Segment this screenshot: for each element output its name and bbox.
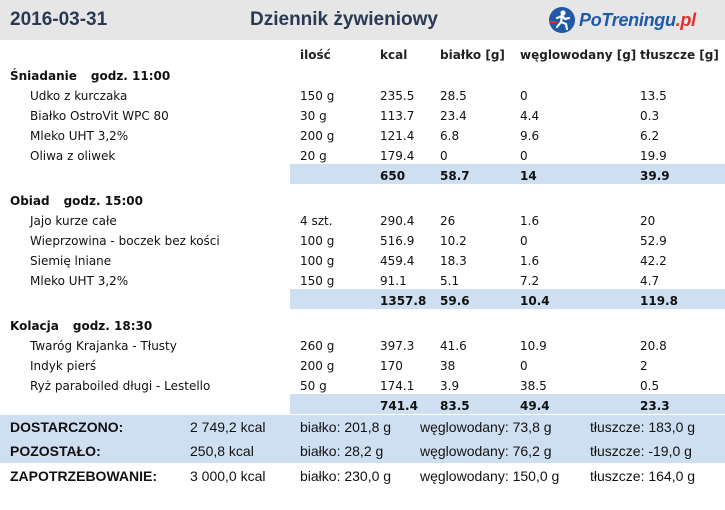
totals-row (0, 415, 725, 439)
col-kcal-value: 397.3 (380, 339, 415, 353)
col-protein-sum: 59.6 (440, 294, 470, 308)
col-fat-value: 20 (640, 214, 656, 228)
meal-name-label: Kolacja (10, 319, 59, 333)
header-bar (0, 0, 725, 40)
col-kcal-value: 290.4 (380, 214, 415, 228)
food-name: Siemię lniane (30, 254, 112, 268)
col-protein-value: 3.9 (440, 379, 460, 393)
col-quantity-value: 260 g (300, 339, 335, 353)
total-kcal-value: 3 000,0 kcal (190, 468, 266, 484)
col-protein-value: 38 (440, 359, 456, 373)
col-carbs-value: 1.6 (520, 254, 540, 268)
col-quantity-value: 150 g (300, 89, 335, 103)
col-quantity-value: 100 g (300, 234, 335, 248)
col-quantity-value: 200 g (300, 359, 335, 373)
col-carbs-value: 7.2 (520, 274, 540, 288)
meal-time-label: godz. 15:00 (63, 194, 143, 208)
col-protein-value: 28.5 (440, 89, 467, 103)
col-carbs-sum: 10.4 (520, 294, 550, 308)
col-protein-value: 10.2 (440, 234, 467, 248)
col-kcal-sum: 650 (380, 169, 406, 183)
totals-label: DOSTARCZONO: (10, 419, 124, 435)
food-name: Mleko UHT 3,2% (30, 129, 129, 143)
meal-time-label: godz. 11:00 (90, 69, 171, 83)
col-fat-value: 6.2 (640, 129, 660, 143)
food-name: Indyk pierś (30, 359, 97, 373)
total-protein-value: białko: 28,2 g (300, 443, 384, 459)
col-protein-value: 18.3 (440, 254, 467, 268)
meal-time-label: godz. 18:30 (72, 319, 153, 333)
col-fat-value: 19.9 (640, 149, 667, 163)
totals-row (0, 439, 725, 463)
food-name: Mleko UHT 3,2% (30, 274, 129, 288)
col-protein-value: 5.1 (440, 274, 460, 288)
col-quantity-value: 100 g (300, 254, 335, 268)
col-kcal-sum: 1357.8 (380, 294, 427, 308)
col-fat-header: tłuszcze [g] (640, 48, 719, 62)
col-fat-value: 52.9 (640, 234, 667, 248)
total-fat-value: tłuszcze: 164,0 g (590, 468, 696, 484)
col-fat-value: 0.5 (640, 379, 660, 393)
totals-label: ZAPOTRZEBOWANIE: (10, 468, 157, 484)
col-quantity-value: 200 g (300, 129, 335, 143)
col-kcal-value: 179.4 (380, 149, 415, 163)
col-kcal-value: 459.4 (380, 254, 415, 268)
total-carbs-value: węglowodany: 73,8 g (420, 419, 552, 435)
col-fat-sum: 39.9 (640, 169, 670, 183)
col-carbs-value: 9.6 (520, 129, 540, 143)
col-carbs-value: 10.9 (520, 339, 547, 353)
col-kcal-sum: 741.4 (380, 399, 418, 413)
totals-row (0, 464, 725, 488)
col-protein-sum: 58.7 (440, 169, 470, 183)
col-kcal-value: 91.1 (380, 274, 407, 288)
col-carbs-value: 0 (520, 149, 528, 163)
col-fat-sum: 119.8 (640, 294, 678, 308)
total-fat-value: tłuszcze: -19,0 g (590, 443, 692, 459)
col-kcal-value: 174.1 (380, 379, 415, 393)
col-carbs-value: 0 (520, 234, 528, 248)
col-carbs-header: węglowodany [g] (520, 48, 637, 62)
col-quantity-header: ilość (300, 48, 331, 62)
col-fat-value: 13.5 (640, 89, 667, 103)
total-carbs-value: węglowodany: 150,0 g (420, 468, 560, 484)
col-carbs-value: 38.5 (520, 379, 547, 393)
logo-tld: .pl (675, 9, 696, 30)
diary-date: 2016-03-31 (10, 9, 108, 30)
total-protein-value: białko: 201,8 g (300, 419, 392, 435)
page-title: Dziennik żywieniowy (250, 9, 438, 30)
food-name: Jajo kurze całe (30, 214, 117, 228)
col-protein-value: 41.6 (440, 339, 467, 353)
meal-heading (10, 319, 152, 333)
col-fat-value: 0.3 (640, 109, 660, 123)
total-carbs-value: węglowodany: 76,2 g (420, 443, 552, 459)
col-fat-sum: 23.3 (640, 399, 670, 413)
total-fat-value: tłuszcze: 183,0 g (590, 419, 696, 435)
total-kcal-value: 250,8 kcal (190, 443, 254, 459)
food-name: Twaróg Krajanka - Tłusty (30, 339, 177, 353)
logo-main: PoTreningu (579, 9, 676, 30)
food-name: Ryż paraboiled długi - Lestello (30, 379, 211, 393)
total-protein-value: białko: 230,0 g (300, 468, 392, 484)
col-quantity-value: 30 g (300, 109, 327, 123)
meal-name-label: Obiad (10, 194, 50, 208)
col-protein-value: 0 (440, 149, 448, 163)
col-fat-value: 42.2 (640, 254, 667, 268)
col-protein-header: białko [g] (440, 48, 505, 62)
meal-heading (10, 194, 143, 208)
col-kcal-header: kcal (380, 48, 408, 62)
food-name: Wieprzowina - boczek bez kości (30, 234, 220, 248)
food-name: Udko z kurczaka (30, 89, 128, 103)
col-carbs-sum: 14 (520, 169, 537, 183)
meal-name-label: Śniadanie (10, 69, 77, 83)
col-fat-value: 4.7 (640, 274, 660, 288)
col-fat-value: 2 (640, 359, 648, 373)
col-carbs-value: 1.6 (520, 214, 540, 228)
col-quantity-value: 150 g (300, 274, 335, 288)
col-quantity-value: 20 g (300, 149, 327, 163)
col-carbs-sum: 49.4 (520, 399, 550, 413)
col-carbs-value: 0 (520, 359, 528, 373)
col-carbs-value: 4.4 (520, 109, 540, 123)
col-protein-value: 23.4 (440, 109, 467, 123)
col-kcal-value: 113.7 (380, 109, 415, 123)
runner-logo-icon (548, 6, 576, 34)
totals-label: POZOSTAŁO: (10, 443, 101, 459)
col-kcal-value: 516.9 (380, 234, 415, 248)
col-protein-value: 6.8 (440, 129, 460, 143)
col-protein-value: 26 (440, 214, 456, 228)
col-kcal-value: 235.5 (380, 89, 415, 103)
col-fat-value: 20.8 (640, 339, 667, 353)
meal-heading (10, 69, 170, 83)
logo-wordmark (579, 10, 696, 31)
col-quantity-value: 4 szt. (300, 214, 333, 228)
col-kcal-value: 121.4 (380, 129, 415, 143)
col-carbs-value: 0 (520, 89, 528, 103)
col-protein-sum: 83.5 (440, 399, 470, 413)
food-name: Białko OstroVit WPC 80 (30, 109, 169, 123)
food-name: Oliwa z oliwek (30, 149, 116, 163)
col-quantity-value: 50 g (300, 379, 327, 393)
site-logo[interactable] (548, 3, 696, 37)
total-kcal-value: 2 749,2 kcal (190, 419, 266, 435)
col-kcal-value: 170 (380, 359, 403, 373)
